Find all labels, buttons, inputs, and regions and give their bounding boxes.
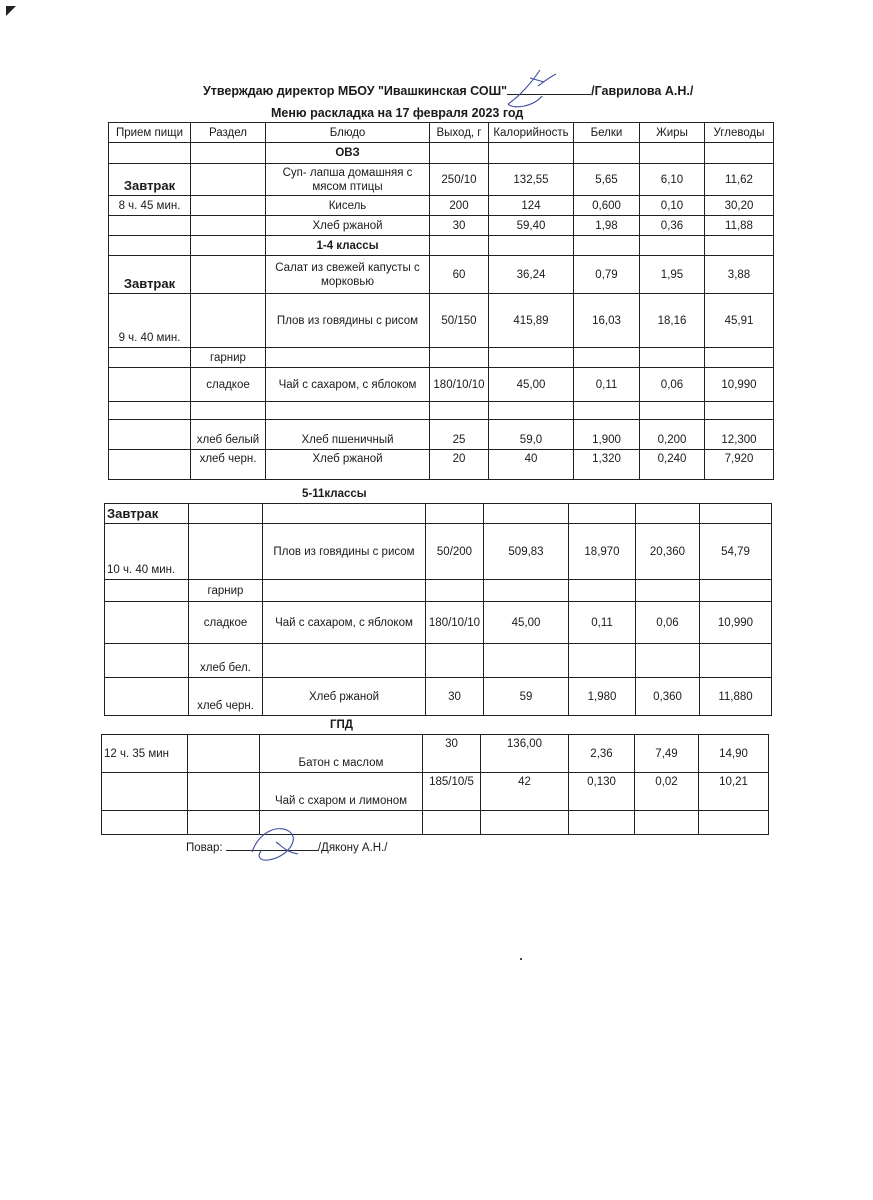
table-row (105, 504, 772, 524)
col-section: Раздел (191, 123, 266, 143)
cook-label: Повар: (186, 842, 223, 854)
dish-name: Хлеб ржаной (263, 678, 426, 716)
col-yield: Выход, г (430, 123, 489, 143)
approval-line (203, 84, 693, 98)
meal-time: 12 ч. 35 мин (102, 735, 188, 773)
table-row (109, 348, 774, 368)
dish-name: Хлеб ржаной (266, 216, 430, 236)
corner-mark (6, 6, 16, 16)
section-label: сладкое (191, 368, 266, 402)
col-carbs: Углеводы (705, 123, 774, 143)
section-label: хлеб бел. (189, 644, 263, 678)
approval-name: /Гаврилова А.Н./ (591, 84, 694, 98)
table-row: хлеб черн. Хлеб ржаной 20 40 1,320 0,240 7,920 (109, 450, 774, 480)
meal-time: 8 ч. 45 мин. (109, 196, 191, 216)
col-fat: Жиры (640, 123, 705, 143)
menu-table-gpd (101, 734, 769, 835)
section-row-1-4 (109, 236, 774, 256)
dish-name: Плов из говядины с рисом (263, 524, 426, 580)
meal-name: Завтрак (109, 256, 191, 294)
table-row: Чай с схаром и лимоном 185/10/5 42 0,130 0,02 10,21 (102, 773, 769, 811)
table-row: Хлеб ржаной 30 59,40 1,98 0,36 11,88 (109, 216, 774, 236)
dish-name: Кисель (266, 196, 430, 216)
table-row: Завтрак Салат из свежей капусты с морковью 60 36,24 0,79 1,95 3,88 (109, 256, 774, 294)
section-label: хлеб белый (191, 420, 266, 450)
table-row (105, 580, 772, 602)
cook-signature (246, 822, 306, 864)
table-row: 12 ч. 35 мин Батон с маслом 30 136,00 2,36 7,49 14,90 (102, 735, 769, 773)
col-meal: Прием пищи (109, 123, 191, 143)
meal-name: Завтрак (105, 504, 189, 524)
section-label: хлеб черн. (191, 450, 266, 480)
dish-name: Суп- лапша домашняя с мясом птицы (266, 164, 430, 196)
section-label: сладкое (189, 602, 263, 644)
table-row: 8 ч. 45 мин. Кисель 200 124 0,600 0,10 30,20 (109, 196, 774, 216)
col-kcal: Калорийность (489, 123, 574, 143)
menu-table-main (108, 122, 774, 480)
dish-name: Плов из говядины с рисом (266, 294, 430, 348)
table-row: 9 ч. 40 мин. Плов из говядины с рисом 50/150 415,89 16,03 18,16 45,91 (109, 294, 774, 348)
menu-table-5-11 (104, 503, 772, 716)
section-label: гарнир (191, 348, 266, 368)
meal-time: 10 ч. 40 мин. (105, 524, 189, 580)
dish-name: Батон с маслом (260, 735, 423, 773)
dish-name: Хлеб пшеничный (266, 420, 430, 450)
table-row: хлеб черн. Хлеб ржаной 30 59 1,980 0,360 11,880 (105, 678, 772, 716)
table-row: 10 ч. 40 мин. Плов из говядины с рисом 50/200 509,83 18,970 20,360 54,79 (105, 524, 772, 580)
table-row (105, 644, 772, 678)
dish-name: Чай с сахаром, с яблоком (266, 368, 430, 402)
meal-name: Завтрак (109, 164, 191, 196)
dish-name: Чай с сахаром, с яблоком (263, 602, 426, 644)
dish-name: Чай с схаром и лимоном (260, 773, 423, 811)
cook-name: /Дякону А.Н./ (317, 842, 388, 854)
section-title-1-4: 1-4 классы (266, 236, 430, 256)
table-row: сладкое Чай с сахаром, с яблоком 180/10/10 45,00 0,11 0,06 10,990 (105, 602, 772, 644)
table-row: сладкое Чай с сахаром, с яблоком 180/10/10 45,00 0,11 0,06 10,990 (109, 368, 774, 402)
table-row (109, 402, 774, 420)
dish-name: Салат из свежей капусты с морковью (266, 256, 430, 294)
header-row (109, 123, 774, 143)
menu-title: Меню раскладка на 17 февраля 2023 год (271, 106, 524, 120)
section-label: гарнир (189, 580, 263, 602)
dish-name: Хлеб ржаной (266, 450, 430, 480)
meal-time: 9 ч. 40 мин. (109, 294, 191, 348)
section-title-gpd: ГПД (330, 719, 353, 731)
section-label: хлеб черн. (189, 678, 263, 716)
section-title-ovz: ОВЗ (266, 143, 430, 164)
section-title-5-11: 5-11классы (302, 488, 367, 500)
table-row: хлеб белый Хлеб пшеничный 25 59,0 1,900 0,200 12,300 (109, 420, 774, 450)
scan-dot (520, 958, 522, 960)
col-protein: Белки (574, 123, 640, 143)
section-row-ovz (109, 143, 774, 164)
table-row: Завтрак Суп- лапша домашняя с мясом птицы 250/10 132,55 5,65 6,10 11,62 (109, 164, 774, 196)
col-dish: Блюдо (266, 123, 430, 143)
approval-text: Утверждаю директор МБОУ "Ивашкинская СОШ" (203, 84, 508, 98)
table-row (102, 811, 769, 835)
